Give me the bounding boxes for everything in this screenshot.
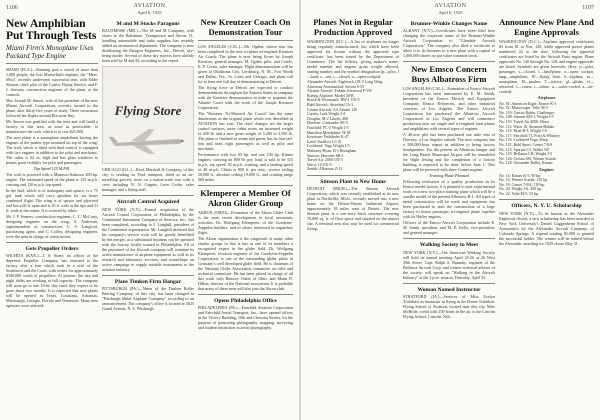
list-item: Lockheed: Vega Wright J-5 (307, 144, 350, 149)
issue-date: April 6, 1929 (137, 10, 162, 15)
list-item: No. 115: Ryan B-5, Wright J-6 (499, 129, 547, 134)
paragraph: WASHINGTON (D.C.)—A list of airplanes no longer being regularly manufactured, but which have been approved for license without the approved type certificate, has been issued by the Department of Commerce. The list follows, giving maker's name, model number and engine, gross weight allowed, seating number, and the symbol designation (p—pilot, l—land, s—sea, c—closed, o—open cockpit): (307, 39, 399, 79)
approved-planes-list (307, 80, 399, 172)
list-item: No. 14: Kinner K-5, 90 hp. (499, 173, 542, 178)
subheading: Training Plane Planned (429, 173, 469, 179)
column-3 (499, 18, 594, 418)
divider (403, 238, 495, 239)
list-item: Travel Air: 2000 OX-5 (307, 158, 343, 163)
right-page-header (307, 3, 594, 17)
list-item: Buhl Aircraft: Airsedan CA-3 (307, 102, 354, 107)
list-item: No. 22: Velie M-5, 55 hp. (499, 191, 539, 196)
column-1 (307, 18, 399, 418)
list-item: No. 92: Monocoupe, Velie M-5 (499, 106, 548, 111)
list-item: No. 16: Warner Scarab, 110 hp. (499, 178, 548, 183)
paragraph: LOS ANGELES (CAL.)—Formation of Emsco Aircraft Corporation has been announced by E. M. Smith, president of the Emsco Derrick and Equipment Company, Emsco Refineries, and other industrial concerns of Los Angeles. The Emsco Aircraft Corporation has purchased the Albatross Aircraft Corporation of Los Angeles and will commence production now on single and tri-engined land planes and amphibians with several types of engines. (403, 86, 495, 132)
list-item: No. 123: Spartan C3, Walter NZ (499, 147, 550, 152)
article-headline: Aircraft Control Acquired (116, 199, 180, 206)
divider (307, 175, 399, 176)
column-2 (403, 18, 495, 418)
list-item: No. 81: American Eagle, Kinner K-5 (499, 101, 557, 106)
paragraph: STRATFORD (IA.)—Services of Miss Evelyn Trubshaw as instructor in flying in the Doane Trubshaw Flying School of Aviation, located near this city. Miss McBride, credit with 250 hours in the air, is the Lincoln Flying School, Lincoln, Neb. (403, 294, 495, 320)
article-headline: M and M Stocks Paragons (116, 21, 180, 27)
paragraph: CHICAGO (ILL.)—Reid, Marshall & Company, of this city, is sending its Ford transport, fitted as an air-travelling grocery store on a nation-wide tour with a crew including N. N. Coppin, Leon Cooke, sales manager, and a flying staff. (102, 167, 194, 193)
list-item: No. 110: Travel Air 4000, Hisso (499, 119, 549, 124)
list-item: Waco: 10 OX-5 (307, 162, 332, 167)
list-item: Eberhart: Comanche SE-5 (307, 121, 348, 126)
list-item: No. 20: Wright J-6, 300 hp. (499, 187, 542, 192)
column-2 (102, 18, 194, 418)
article-headline: Opens Philadelphia Office (214, 298, 277, 304)
issue-date: April 6, 1929 (438, 10, 463, 15)
article-headline: New Emsco Concern Buys Albatross Firm (411, 64, 487, 84)
list-item: No. 121: Buhl Sport, Comet 7-RA (499, 142, 553, 147)
paragraph: ALBANY (N.Y.)—Certificates have been filed here changing the corporate name of the Brunner-Winkle Aircraft Corporation to "Glendale Aircraft Corporation." The company also filed a certificate to allow it to do business in a new plant with a capital of 1,000,000 shares no par value common stock. (403, 28, 495, 59)
list-item: Curtiss: Lark Wright J-4 (307, 112, 345, 117)
paragraph: The new plane is a monoplane amphibian, having the engines of the pusher type mounted on top of the wing. The craft, which is fitted with dual control, is equipped with two engines in addition to the pilot and mechanic. The cabin is 62 in. high and has glass windows to permit good visibility for pilot and passengers. (6, 135, 98, 165)
column-1 (6, 18, 98, 418)
paragraph: Performance with two 65 hp. and one 100 hp. Kinner engines, carrying an 800 lb. pay load, is said to be 115 m.p.h. top speed, 92 m.p.h. cruising, and a landing speed of 48 m.p.h. Climb is 900 ft. per min., service ceiling 20,000 ft., absolute ceiling 19,000 ft., and cruising range 560 miles. (198, 152, 293, 182)
masthead: AVIATION (133, 3, 166, 9)
divider (403, 61, 495, 62)
divider (6, 63, 98, 64)
paragraph: WASHINGTON (D.C.)—Airplane approval certificates 83 from 81 to Nos. 128, while approved power plants numbered 22 to the date, following the approval certificates are listed by the Aircraft Parts engine. Plane approvals No. 140 through No. 128, and engine approvals are listed. Symbols are given herewith: (Key: p—pilot, passenger, s—closed, l—land/plane, o—open cockpit, amp—amphibian, W—flying boat, S—biplane, m—monoplane, El—pusher, T—tractor, gl—glider, rf—retracted, c—cruise, i—inline, w—water-cooled, a—air-cooled): (499, 39, 594, 94)
masthead: AVIATION (434, 3, 467, 9)
paragraph: Officers of the Emsco Aircraft Corporation include E. M. Smith, president, and M. E. Kelly, vice-president, and general manager. (403, 220, 495, 236)
list-item: No. 125: Bellanca CH, Wright J-5 (499, 152, 553, 157)
paragraph: In the hull, which is of mahogany and spruce, is a 75 gal. tank which will carry gasoline for six hours continued flight. The wing is of spruce and plywood and has a 60 ft. span and is 10 ft. wide at the tips and 11 ft. wide at the center. It is covered by fabric. (6, 188, 98, 213)
flying-store-photo (102, 66, 194, 164)
paragraph: The Akron organization is the outgrowth of many other similar groups in that is has as one of its members a recognized expert in the glider field. Dr. Wolfgang Klemperer, research engineer of the Goodyear-Zeppelin Corporation, is one of the outstanding glider pilots in Germany's well developed glider field. He is chairman of the National Glider Association committee on rules and technical committee. He has been placed in charge of all this work with Ramsey Oakes of Ohio, and Mann D. Dillon, director of the National association. It is probable that many of these men will also join the Akron club. (198, 236, 293, 291)
engine-approvals (499, 174, 594, 197)
list-item: American Aeronautical: Savoia S-55 (307, 84, 365, 89)
list-item: No. 119: Lockheed Vega, Wasp (499, 138, 548, 143)
article-headline: Gets Propeller Orders (25, 246, 79, 252)
divider (198, 185, 293, 186)
list-item: Mahoney-Ryan: B-1 Brougham (307, 148, 357, 153)
list-item: Cessna Aircraft: AA Anzani 120 (307, 107, 358, 112)
list-section-heading: Engines (539, 167, 554, 172)
paragraph: NEW YORK (N.Y.)—Formal acquisition of the Aircraft Control Corporation, of Philadelphia, by the Continental Instrument Company of America, Inc., has been completed, according to J. Langhill, president of the Continental organization. Mr. Langhill declared that his company's service work will be greatly benefitted by the merger, as a substantial business can be operated with the factory locally trained in Philadelphia. All of the personnel of the Aircraft company will continue its active manufacture of airplane equipment as well as its research and laboratory services, and sound-hope an active campaign to supply suitable instruments to the aviation industry. (102, 206, 194, 272)
paragraph: Mr. Smoot was gratified with the tests and will build a factory in this area, as soon as practicable, to manufacture the craft, which is to cost $25,000. (6, 119, 98, 134)
list-item: Atlantic Aircraft: Fokker Universal F-VII (307, 89, 372, 94)
left-page-header (6, 3, 293, 17)
article-headline: Officers, N. Y. U. Scholarship (511, 203, 582, 210)
list-item: Brock & Weymouth: BW-1 OX-5 (307, 98, 360, 103)
left-page (0, 0, 299, 420)
right-page (301, 0, 600, 420)
paragraph: AKRON (OHIO)—Formation of the Akron Glider Club is the most recent development in local aeronautic activities. Dr. Wolfgang Klemperer, of the Goodyear-Zeppelin builders, and of others interested in engineless flight. (198, 210, 293, 235)
paragraph: Following institution of a quality production in its Emsco model factory, it is planned to start experimental work on a new two-place training plane which will be a smaller model of the present Albatross B-1. All types of metal construction will be used, and equipment has been purchased to start the construction of a large factory to house passenger, tri-engined plane together with its Harley engines. (403, 179, 495, 220)
paragraph: NEW YORK (N.Y.)—The American Walking Society will hold its annual meeting April 25-26 at 26 West 39th Street. Capt. Ralph S. Barnaby, engineer of the Bellanca Aircraft Corp. and former technical adviser of the society, will speak on "Walking in the Aircraft Industry" at the 2 p.m. session, Thursday, April 25. (403, 249, 495, 280)
article-headline: New Amphibian Put Through Tests (6, 18, 97, 42)
column-3 (198, 18, 293, 418)
approvals-list (499, 96, 594, 196)
paragraph: The craft is powered with a Menasco-Salmson 200-hp. engine. The estimated speed of the plane is 125 m.p.h. cruising and 120 m.p.h. top speed. (6, 172, 98, 187)
divider (403, 283, 495, 284)
divider (198, 40, 293, 41)
airplane-approvals (499, 102, 594, 166)
article-headline: Brunner-Winkle Changes Name (410, 21, 488, 27)
paragraph: A 40-acre plot has been purchased one mile east of Downey, a Los Angeles suburb. The new company has a 500,000-hour airport in addition to being factory headquarters. For the present an Albatross hangar and the Long Beach Municipal Airport will be remodeled for flight testing and the completion of a factory building is expected to be done before June 1. This plane will be powered with three Comet engines. (403, 132, 495, 173)
list-item: Boeing Airplane: Model 40-B (307, 93, 354, 98)
article-headline: Klemperer a Member Of Akron Glider Group (200, 188, 291, 208)
list-item: No. 112: Waco 10, Siemens-Halske (499, 124, 555, 129)
article-headline: Announce New Plane And Engine Approvals (499, 18, 594, 37)
divider (6, 242, 98, 243)
list-item: Douglas: M-2 Liberty 400 (307, 116, 348, 121)
subheading: Top Speed 125 M.P.H. (33, 166, 71, 171)
page-number: 1107 (582, 5, 594, 11)
list-section-heading: Airplanes (537, 96, 556, 100)
list-item: No. 103: Curtiss Robin, Challenger (499, 110, 555, 115)
article-headline: Stinson Plant to New Home (320, 178, 386, 185)
list-item: No. 18: Comet 7-RA, 130 hp. (499, 182, 546, 187)
article-headline: Plans Timken Firm Hangar (114, 278, 182, 285)
paragraph: NEW YORK (N.Y.)—To be known as the Alexander Eaglerock Award, a new scholarship has been awarded to New York University's Daniel Guggenheim School of Aeronautics by the Alexander Aircraft Company, of Colorado Springs. A stipend totaling $1,000 is granted the successful holder. The winner will be named before the Alexander awarding for 1929 closes May 31. (499, 210, 594, 246)
list-item: No. 108: Stinson SM-1, Wright J-5 (499, 115, 554, 120)
divider (102, 195, 194, 196)
paragraph: Mrs. Joseph M. Smoot, wife of the president of the new Miami Aircraft Corporation, recently turned to the plane, after thirty-five years of study. Three excursions followed her flights around Biscayne Bay. (6, 98, 98, 118)
article-headline: Planes Not in Regular Production Approved (313, 18, 393, 37)
photo-caption: Flying Store (114, 103, 182, 119)
list-item: Stinson: Detroiter SB-1 (307, 153, 344, 158)
paragraph: PHILADELPHIA (PA.)—Fairchild Aviation Corporation and Fairchild Aerial Transport, Inc., have opened offices in the Victory Building, 10th and Chestnut Streets, for the purpose of promoting photography, mapping, surveying and student instruction in aerial photography. (198, 305, 293, 331)
list-item: Hamilton Metalplane: H-18 (307, 130, 351, 135)
list-item: Zenith: Albatross Z-12 (307, 167, 343, 172)
paragraph: LOS ANGELES (CAL.)—Mr. Ogden, whose tour has been completed in the new tri-plane tri-engined Kreutzer Air Coach. The plane is now being flown by Joseph Kreutzer, general manager, M. Ogden, pilot, and Conde, E. P. Corsis, sales manager. Flight demonstrations will be given at Oklahoma City, Lordsburg, N. M., Fort Worth and Dallas, Tex., St. Louis and Chicago, and plans call for at least one full day of demonstrating at Detroit. (198, 44, 293, 84)
paragraph: BALTIMORE (MD.)—The M and M Company, with stores in the Baltimore, Youngstown and Akron, O., handling automobile and radio supplies, has recently added an aeronautical department. The company is now distributing the Paragon Engineers, Inc., Detroit, sky-being model. Several of these sky movers have already been sold by M and M, according to the report. (102, 28, 194, 64)
paragraph: Mr. J. P. Somers, construction engineer; L. C. McCarty, designing engineer on the wing; A. Anderson, superintendent of construction; C. S. Langford, purchasing agent; and C. Coffey, designing engineer, were the men in charge of construction. (6, 214, 98, 239)
list-item: Laird: Swallow LC-B (307, 139, 341, 144)
paragraph: PITTSBURGH (PA.)—Name of the Timken Roller Bearing Company, of this city, has been changed to "Pittsburgh Metal Airplane Company" according to an announcement. The company's office is located at 3625 Grand Avenue, N. S. Pittsburgh. (102, 286, 194, 312)
paragraph: MIAMI (FLA.)—Running past a crowd of more than 1,000 people, the first Miami-built airplane, the "Mias-Mou", recently underwent successful tests with Eddie Stinson, chief pilot of the Curtiss Flying Service, and F. J. Sessons, construction engineer of the plane, at the controls. (6, 67, 98, 97)
divider (499, 199, 594, 200)
divider (102, 275, 194, 276)
airplane-illustration-icon (109, 123, 189, 157)
list-item: No. 126: Cessna AW, Warner Scarab (499, 156, 556, 161)
list-item: No. 117: Fairchild 71, Pratt & Whitney (499, 133, 560, 138)
list-item: Keystone: Pathfinder K-47 (307, 135, 349, 140)
article-headline: New Kreutzer Coach On Demonstration Tour (200, 18, 291, 37)
paragraph: WICHITA (KAN.)—J. S. Stone, an officer of the Supreme Propeller Company, has returned to the factory after a tour which took in a visit of the Southwest and the Coast, with orders for approximately $100,000 worth of propellers. At present, the day and night shifts are working at full capacity. The company will soon go to one 10-hr. day since they expect to be gone about two months. It is expected that new plants will be opened in Texas, Louisiana, Arkansas, Mississippi, Georgia, Florida and Tennessee. Many new agencies were selected. (6, 253, 98, 309)
paragraph: The flying force at Detroit are expected to conduct demonstrations throughout the Eastern States in company with the Kreutzer demonstrators in order to acquaint the Atlantic Coast with the work of the Joseph Kreutzer Corporation. (198, 85, 293, 110)
paragraph: The "Kreutzer Tri-Motored Air Coach" has the same dimensions as the original plane which was described in AVIATION last year. The chief changes are the larger control surfaces, more cabin room, an increased weight of 430 lb. and a new gross weight of 5,200 to 4,500 lb. The plane is finished in cream and green, has its four tail-fins and seats eight passengers as well as pilot and mechanic. (198, 111, 293, 151)
paragraph: DETROIT (MICH.)—The Stinson Aircraft Corporation, which was recently established at its new plant at Northville, Mich., recently moved into a new home on the Detroit-Wayne Industrial Airport, approximately 18 miles west of Detroit. The new Stinson plant is a one-story brick structure covering 70,000 sq. ft. of floor space and situated on the airport site. A terminal area also may be used for commercial flying. (307, 186, 399, 232)
article-headline: Walking Society to Meet (419, 242, 479, 249)
list-item: Fairchild: FC-2 Wright J-5 (307, 125, 349, 130)
page-number: 1106 (6, 5, 18, 11)
list-item: No. 128: Alexander Bullet, Kinner (499, 161, 553, 166)
divider (198, 294, 293, 295)
article-headline: Woman Named Instructor (417, 286, 481, 293)
list-item: Alexander Aircraft: Eaglerock OX-5 Long Wing (307, 80, 383, 84)
article-dek: Miami Firm's Monoplane Uses Packard Type Engine (6, 44, 94, 60)
